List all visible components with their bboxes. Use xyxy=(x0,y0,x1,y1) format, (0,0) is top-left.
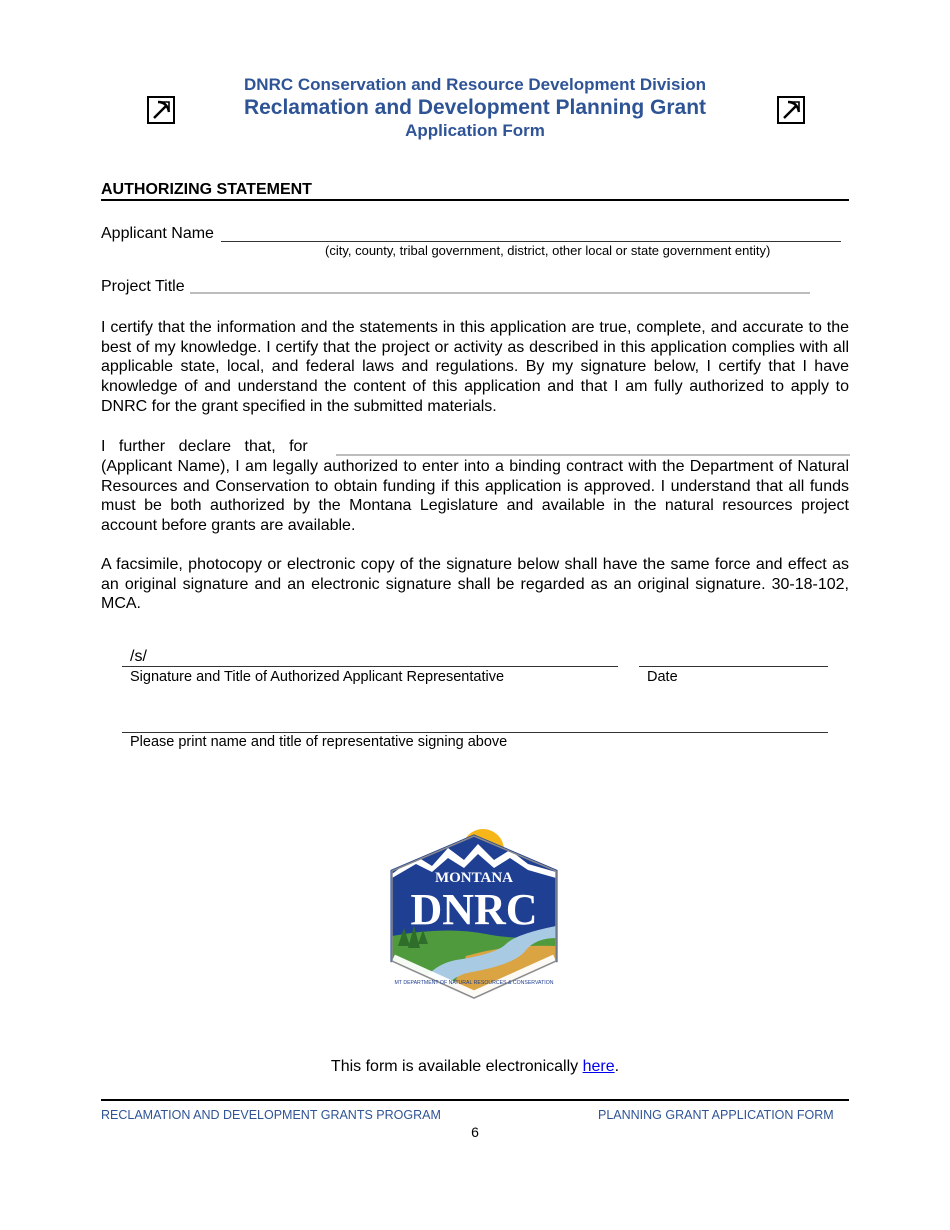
header-division: DNRC Conservation and Resource Development Division xyxy=(244,75,706,94)
applicant-name-field[interactable] xyxy=(221,241,841,242)
print-name-label: Please print name and title of representative signing above xyxy=(130,734,508,750)
date-line[interactable] xyxy=(639,666,828,667)
dnrc-logo xyxy=(386,826,562,1004)
date-label: Date xyxy=(647,669,678,685)
header-subtitle: Application Form xyxy=(405,121,545,140)
applicant-name-note: (city, county, tribal government, district, other local or state government entity) xyxy=(325,243,771,258)
facsimile-paragraph: A facsimile, photocopy or electronic copy of the signature below shall have the same force and effect as an original signature and an electronic signature shall be regarded as an original signature. 30-18-102, MCA. xyxy=(101,556,849,613)
availability-line xyxy=(0,1058,950,1076)
applicant-name-label: Applicant Name xyxy=(101,225,214,242)
page-number: 6 xyxy=(471,1124,479,1140)
signature-line[interactable] xyxy=(122,666,618,667)
declaration-lead-text: I further declare that, for xyxy=(101,438,308,455)
header-title: Reclamation and Development Planning Grant xyxy=(243,96,707,119)
section-title: AUTHORIZING STATEMENT xyxy=(101,181,312,198)
section-rule xyxy=(101,199,849,201)
signature-value: /s/ xyxy=(130,648,147,665)
logo-ring-text: MT DEPARTMENT OF NATURAL RESOURCES & CONSERVATION xyxy=(394,980,554,986)
project-title-field[interactable] xyxy=(190,292,810,294)
logo-montana-text: MONTANA xyxy=(434,870,514,886)
declaration-applicant-field[interactable] xyxy=(336,454,850,456)
logo-dnrc-text: DNRC xyxy=(410,885,538,934)
availability-link[interactable]: here xyxy=(582,1058,615,1075)
footer-program: RECLAMATION AND DEVELOPMENT GRANTS PROGRAM xyxy=(101,1108,441,1122)
availability-text: This form is available electronically xyxy=(330,1058,583,1075)
project-title-label: Project Title xyxy=(101,278,185,295)
certification-paragraph: I certify that the information and the statements in this application are true, complete, and accurate to the best of my knowledge. I certify that the project or activity as described in this application complies with all applicable state, local, and federal laws and regulations. By my signature below, I certify that I have knowledge of and understand the content of this application and that I am fully authorized to apply to DNRC for the grant specified in the submitted materials. xyxy=(101,319,849,415)
print-name-line[interactable] xyxy=(122,732,828,733)
signature-label: Signature and Title of Authorized Applicant Representative xyxy=(130,669,505,685)
footer-form-name: PLANNING GRANT APPLICATION FORM xyxy=(598,1108,834,1122)
declaration-paragraph: (Applicant Name), I am legally authorized to enter into a binding contract with the Department of Natural Resources and Conservation to obtain funding if this application is approved. I understand that all funds must be both authorized by the Montana Legislature and available in the natural resources project account before grants are available. xyxy=(101,458,849,535)
footer-rule xyxy=(101,1099,849,1101)
availability-end: . xyxy=(614,1058,620,1075)
